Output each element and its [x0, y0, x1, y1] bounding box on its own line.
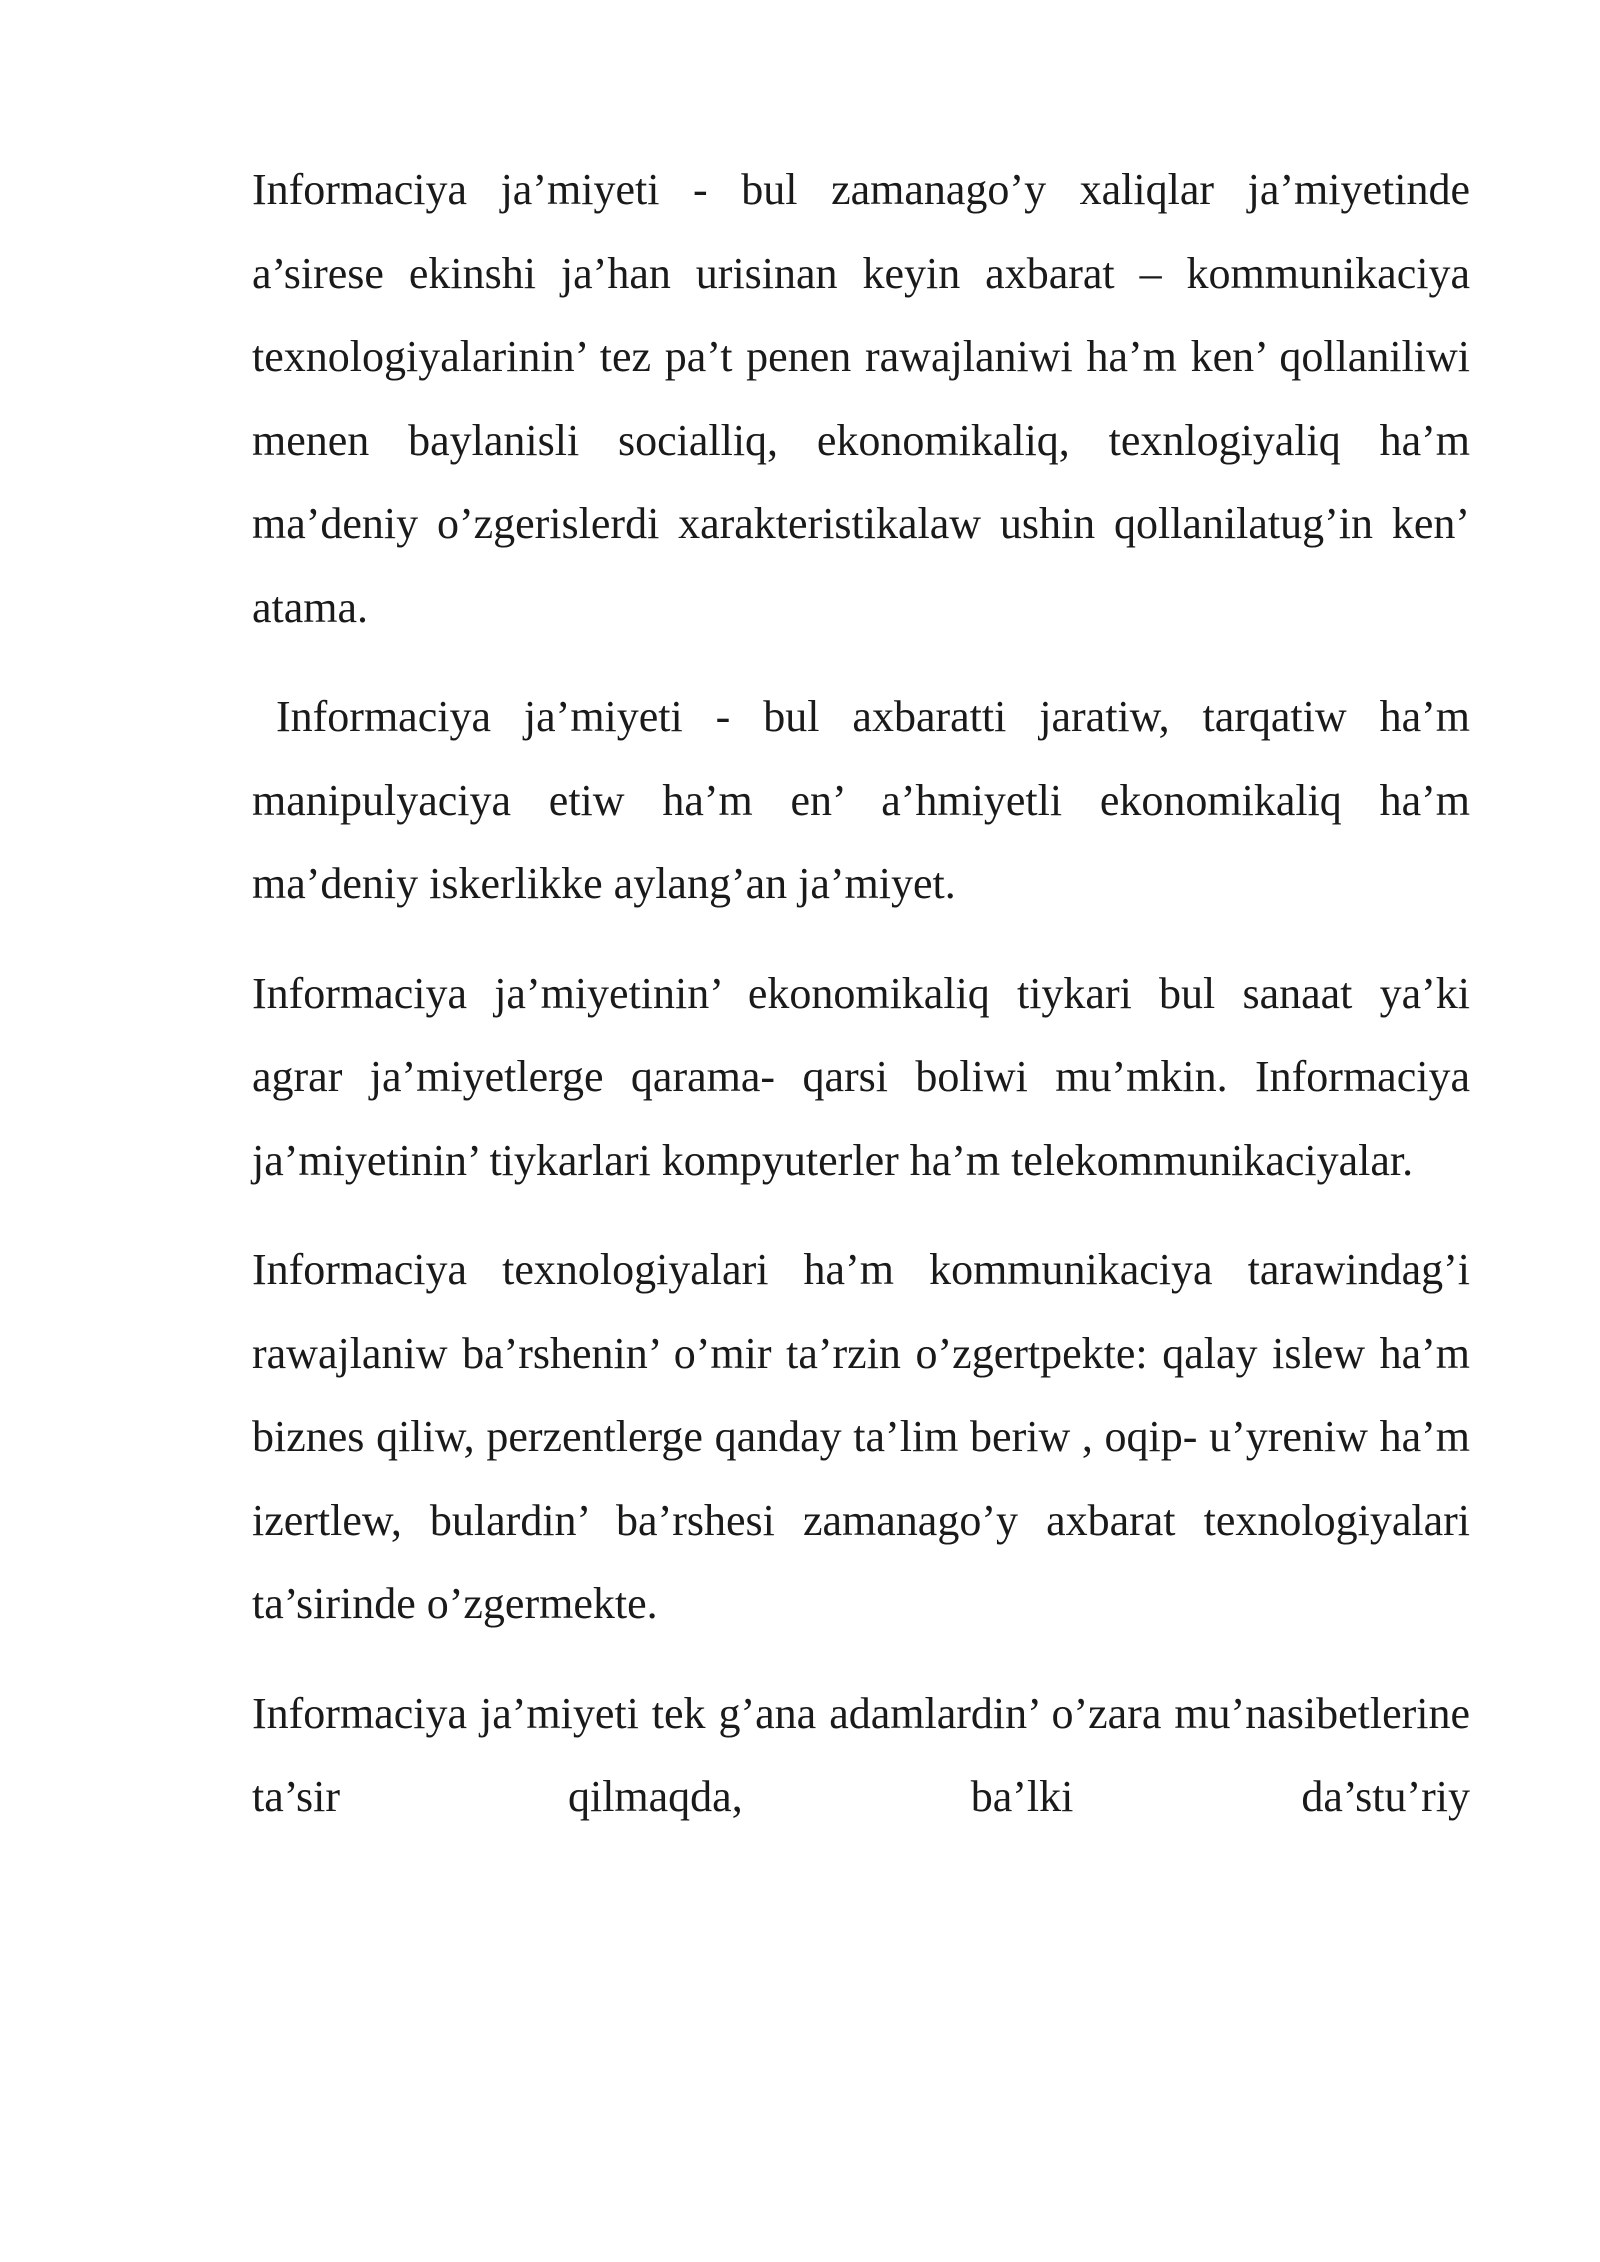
- paragraph-1: Informaciya ja’miyeti - bul zamanago’y xaliqlar ja’miyetinde a’sirese ekinshi ja’han urisinan keyin axbarat – kommunikaciya texnologiyalarinin’ tez pa’t penen rawajlaniwi ha’m ken’ qollaniliwi menen baylanisli socialliq, ekonomikaliq, texnlogiyaliq ha’m ma’deniy o’zgerislerdi xarakteristikalaw ushin qollanilatug’in ken’ atama.: [252, 165, 1470, 632]
- paragraph-5: Informaciya ja’miyeti tek g’ana adamlardin’ o’zara mu’nasibetlerine ta’sir qilmaqda, ba’lki da’stu’riy: [252, 1688, 1470, 1821]
- paragraph-2: Informaciya ja’miyeti - bul axbaratti jaratiw, tarqatiw ha’m manipulyaciya etiw ha’m en’ a’hmiyetli ekonomikaliq ha’m ma’deniy iskerlikke aylang’an ja’miyet.: [252, 692, 1470, 908]
- document-body: [252, 148, 1470, 1865]
- paragraph-3: Informaciya ja’miyetinin’ ekonomikaliq tiykari bul sanaat ya’ki agrar ja’miyetlerge qarama- qarsi boliwi mu’mkin. Informaciya ja’miyetinin’ tiykarlari kompyuterler ha’m telekommunikaciyalar.: [252, 968, 1470, 1185]
- paragraph-4: Informaciya texnologiyalari ha’m kommunikaciya tarawindag’i rawajlaniw ba’rshenin’ o’mir ta’rzin o’zgertpekte: qalay islew ha’m biznes qiliw, perzentlerge qanday ta’lim beriw , oqip- u’yreniw ha’m izertlew, bulardin’ ba’rshesi zamanago’y axbarat texnologiyalari ta’sirinde o’zgermekte.: [252, 1245, 1470, 1628]
